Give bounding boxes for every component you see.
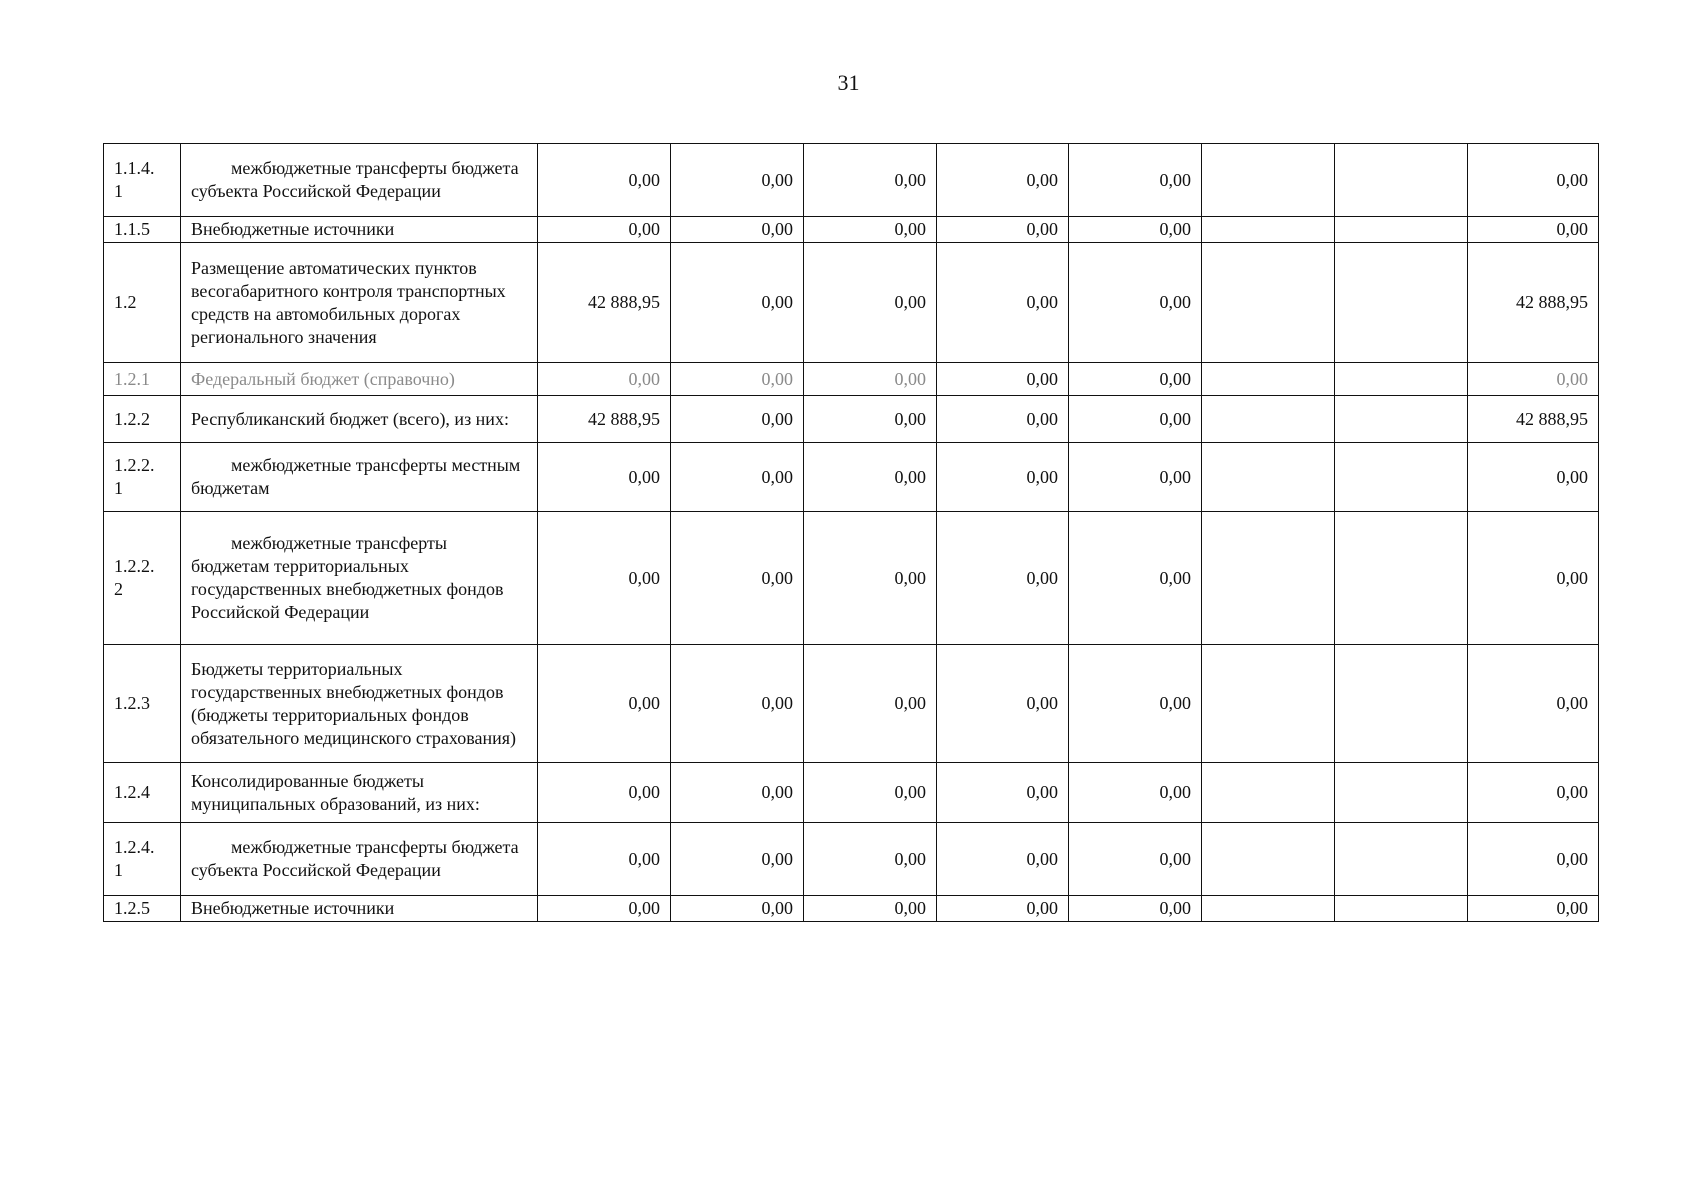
table-row [104,823,1599,896]
budget-table [103,143,1599,922]
value-cell [1202,217,1335,243]
value-cell: 0,00 [937,243,1069,363]
value-cell: 0,00 [1468,763,1599,823]
value-cell: 0,00 [1468,443,1599,512]
value-cell: 0,00 [538,144,671,217]
budget-table-body [104,144,1599,922]
value-cell: 0,00 [1468,823,1599,896]
value-cell: 42 888,95 [538,396,671,443]
table-row [104,363,1599,396]
value-cell: 0,00 [804,443,937,512]
value-cell [1202,396,1335,443]
value-cell: 0,00 [671,763,804,823]
row-name-text: Республиканский бюджет (всего), из них: [191,408,509,429]
value-cell: 0,00 [1468,512,1599,645]
row-name [181,217,538,243]
row-name-text: Консолидированные бюджеты муниципальных образований, из них: [191,770,480,814]
value-cell: 0,00 [1468,645,1599,763]
value-cell [1202,443,1335,512]
row-code: 1.2.2. 2 [104,512,181,645]
value-cell [1335,896,1468,922]
value-cell: 0,00 [671,645,804,763]
value-cell: 0,00 [804,763,937,823]
value-cell [1202,645,1335,763]
value-cell [1335,217,1468,243]
row-name-text: Бюджеты территориальных государственных внебюджетных фондов (бюджеты территориальных фондов обязательного медицинского страхования) [191,658,516,748]
table-row [104,645,1599,763]
value-cell: 0,00 [1069,763,1202,823]
row-code: 1.2 [104,243,181,363]
value-cell [1335,645,1468,763]
value-cell: 0,00 [538,443,671,512]
value-cell [1335,243,1468,363]
value-cell: 0,00 [1069,896,1202,922]
row-code: 1.1.4. 1 [104,144,181,217]
value-cell: 0,00 [671,443,804,512]
row-name-text: межбюджетные трансферты бюджета субъекта Российской Федерации [191,837,519,880]
row-name-text: межбюджетные трансферты бюджетам территориальных государственных внебюджетных фондов Российской Федерации [191,533,504,622]
value-cell [1202,763,1335,823]
value-cell: 0,00 [937,823,1069,896]
value-cell: 0,00 [1069,363,1202,396]
value-cell: 0,00 [937,363,1069,396]
value-cell [1335,396,1468,443]
value-cell: 0,00 [1468,896,1599,922]
table-row [104,217,1599,243]
row-name-text: Внебюджетные источники [191,219,395,239]
value-cell: 0,00 [671,896,804,922]
value-cell: 0,00 [1069,144,1202,217]
table-row [104,763,1599,823]
value-cell: 0,00 [538,645,671,763]
value-cell: 0,00 [1468,144,1599,217]
row-code: 1.2.2. 1 [104,443,181,512]
row-name [181,763,538,823]
table-row [104,396,1599,443]
value-cell [1335,512,1468,645]
value-cell [1335,443,1468,512]
value-cell: 0,00 [1069,396,1202,443]
value-cell: 0,00 [671,243,804,363]
value-cell: 0,00 [937,396,1069,443]
row-name [181,144,538,217]
row-code: 1.2.3 [104,645,181,763]
value-cell: 0,00 [1069,217,1202,243]
value-cell: 0,00 [1468,363,1599,396]
row-name [181,645,538,763]
value-cell: 0,00 [804,823,937,896]
value-cell: 0,00 [671,363,804,396]
value-cell: 0,00 [804,217,937,243]
value-cell: 0,00 [1069,645,1202,763]
value-cell [1202,896,1335,922]
table-row [104,512,1599,645]
value-cell: 0,00 [1468,217,1599,243]
value-cell [1335,823,1468,896]
value-cell: 0,00 [1069,512,1202,645]
row-name-text: Размещение автоматических пунктов весогабаритного контроля транспортных средств на автомобильных дорогах регионального значения [191,257,506,347]
value-cell [1202,512,1335,645]
value-cell: 0,00 [804,896,937,922]
value-cell: 42 888,95 [1468,243,1599,363]
table-row [104,443,1599,512]
value-cell: 0,00 [538,763,671,823]
page-number: 31 [837,70,860,95]
value-cell: 0,00 [671,396,804,443]
value-cell [1202,144,1335,217]
value-cell: 0,00 [671,823,804,896]
value-cell: 0,00 [937,217,1069,243]
value-cell: 0,00 [1069,443,1202,512]
value-cell: 0,00 [937,144,1069,217]
value-cell [1202,363,1335,396]
value-cell: 0,00 [538,363,671,396]
row-code: 1.2.2 [104,396,181,443]
value-cell [1202,243,1335,363]
value-cell [1335,144,1468,217]
value-cell: 0,00 [937,443,1069,512]
row-name [181,896,538,922]
value-cell: 42 888,95 [538,243,671,363]
value-cell: 0,00 [804,645,937,763]
value-cell: 42 888,95 [1468,396,1599,443]
value-cell: 0,00 [804,512,937,645]
value-cell: 0,00 [937,645,1069,763]
row-name-text: Внебюджетные источники [191,898,395,918]
row-name-text: Федеральный бюджет (справочно) [191,368,455,389]
row-name [181,443,538,512]
value-cell [1202,823,1335,896]
table-row [104,243,1599,363]
table-row [104,144,1599,217]
value-cell: 0,00 [538,823,671,896]
row-code: 1.2.4. 1 [104,823,181,896]
row-code: 1.2.1 [104,363,181,396]
row-name [181,396,538,443]
value-cell: 0,00 [937,896,1069,922]
value-cell: 0,00 [671,217,804,243]
row-name [181,363,538,396]
value-cell: 0,00 [937,763,1069,823]
value-cell: 0,00 [671,512,804,645]
value-cell: 0,00 [1069,243,1202,363]
value-cell [1335,763,1468,823]
value-cell: 0,00 [538,512,671,645]
value-cell: 0,00 [671,144,804,217]
row-name [181,512,538,645]
value-cell: 0,00 [538,896,671,922]
value-cell: 0,00 [804,243,937,363]
row-name-text: межбюджетные трансферты бюджета субъекта Российской Федерации [191,158,519,201]
row-code: 1.2.4 [104,763,181,823]
value-cell: 0,00 [538,217,671,243]
value-cell: 0,00 [1069,823,1202,896]
row-name-text: межбюджетные трансферты местным бюджетам [191,455,521,498]
value-cell: 0,00 [937,512,1069,645]
value-cell: 0,00 [804,144,937,217]
value-cell: 0,00 [804,363,937,396]
row-name [181,823,538,896]
table-row [104,896,1599,922]
value-cell: 0,00 [804,396,937,443]
value-cell [1335,363,1468,396]
row-code: 1.1.5 [104,217,181,243]
row-code: 1.2.5 [104,896,181,922]
row-name [181,243,538,363]
